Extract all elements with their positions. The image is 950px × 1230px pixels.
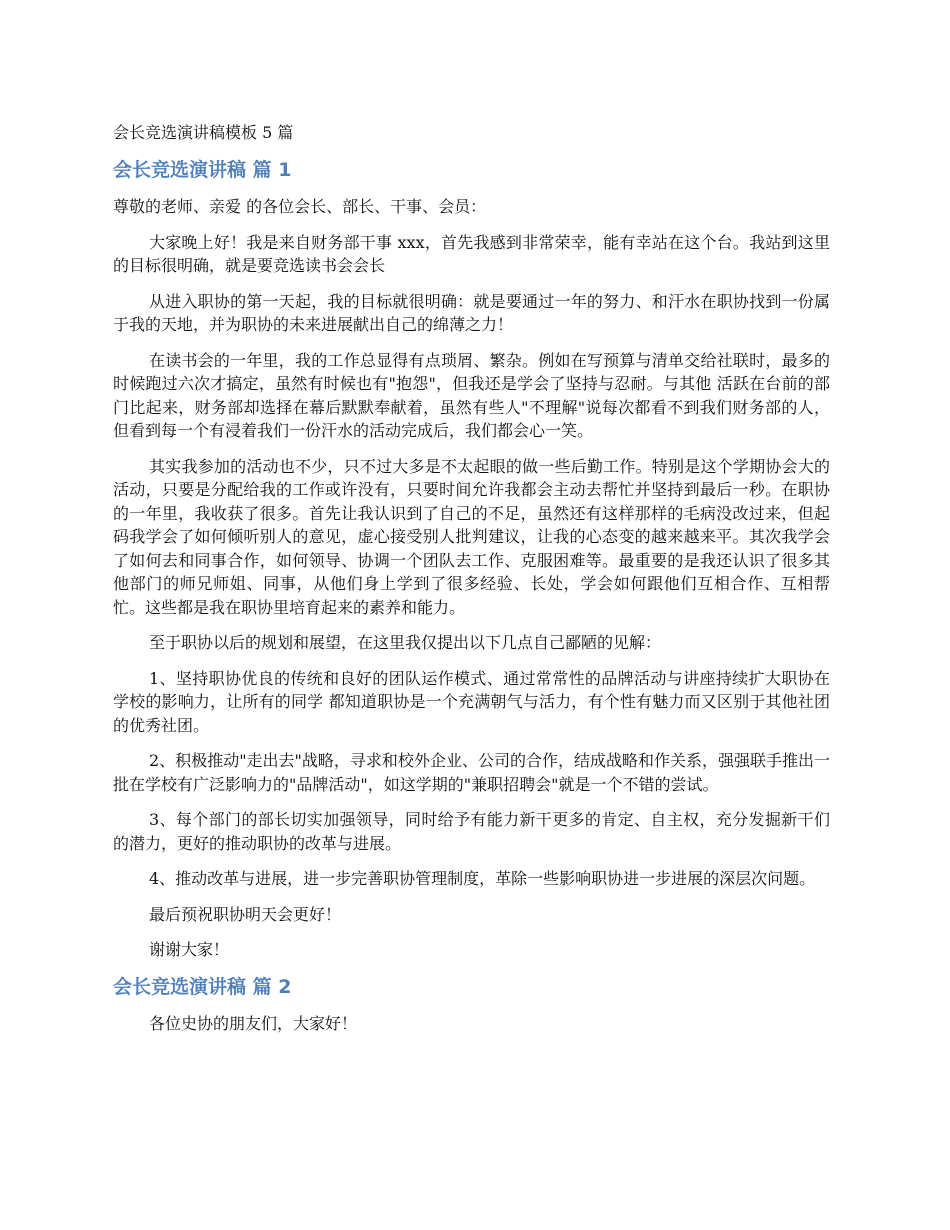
body-paragraph: 从进入职协的第一天起，我的目标就很明确：就是要通过一年的努力、和汗水在职协找到一份属于我的天地，并为职协的未来进展献出自己的绵薄之力！: [113, 291, 830, 334]
list-paragraph: 3、每个部门的部长切实加强领导，同时给予有能力新干更多的肯定、自主权，充分发掘新干们的潜力，更好的推动职协的改革与进展。: [113, 810, 830, 853]
list-paragraph: 1、坚持职协优良的传统和良好的团队运作模式、通过常常性的品牌活动与讲座持续扩大职协在学校的影响力，让所有的同学 都知道职协是一个充满朝气与活力，有个性有魅力而又区别于其他社团的优秀社团。: [113, 668, 830, 735]
section-heading-2: 会长竞选演讲稿 篇 2: [113, 975, 292, 998]
salutation: 尊敬的老师、亲爱 的各位会长、部长、干事、会员：: [113, 197, 487, 216]
document-title: 会长竞选演讲稿模板 5 篇: [113, 123, 294, 142]
body-paragraph: 在读书会的一年里，我的工作总显得有点琐屑、繁杂。例如在写预算与清单交给社联时，最多的时候跑过六次才搞定，虽然有时候也有"抱怨"，但我还是学会了坚持与忍耐。与其他 活跃在台前的部门比起来，财务部却选择在幕后默默奉献着，虽然有些人"不理解"说每次都看不到我们财务部的人，但看到每一个有浸着我们一份汗水的活动完成后，我们都会心一笑。: [113, 350, 830, 440]
list-paragraph: 4、推动改革与进展，进一步完善职协管理制度，革除一些影响职协进一步进展的深层次问题。: [149, 869, 816, 888]
closing-paragraph: 谢谢大家！: [149, 940, 230, 959]
section-heading-1: 会长竞选演讲稿 篇 1: [113, 159, 292, 181]
body-paragraph: 各位史协的朋友们，大家好！: [149, 1013, 358, 1033]
body-paragraph: 其实我参加的活动也不少，只不过大多是不太起眼的做一些后勤工作。特别是这个学期协会大的活动，只要是分配给我的工作或许没有，只要时间允许我都会主动去帮忙并坚持到最后一秒。在职协的一年里，我收获了很多。首先让我认识到了自己的不足，虽然还有这样那样的毛病没改过来，但起码我学会了如何倾听别人的意见，虚心接受别人批判建议，让我的心态变的越来越来平。其次我学会了如何去和同事合作，如何领导、协调一个团队去工作、克服困难等。最重要的是我还认识了很多其他部门的师兄师姐、同事，从他们身上学到了很多经验、长处，学会如何跟他们互相合作、互相帮忙。这些都是我在职协里培育起来的素养和能力。: [113, 456, 830, 617]
body-paragraph: 至于职协以后的规划和展望，在这里我仅提出以下几点自己鄙陋的见解：: [149, 633, 662, 652]
closing-paragraph: 最后预祝职协明天会更好！: [149, 904, 342, 924]
list-paragraph: 2、积极推动"走出去"战略，寻求和校外企业、公司的合作，结成战略和作关系，强强联手推出一批在学校有广泛影响力的"品牌活动"，如这学期的"兼职招聘会"就是一个不错的尝试。: [113, 751, 830, 794]
body-paragraph: 大家晚上好！我是来自财务部干事 xxx，首先我感到非常荣幸，能有幸站在这个台。我站到这里的目标很明确，就是要竞选读书会会长: [113, 232, 830, 275]
